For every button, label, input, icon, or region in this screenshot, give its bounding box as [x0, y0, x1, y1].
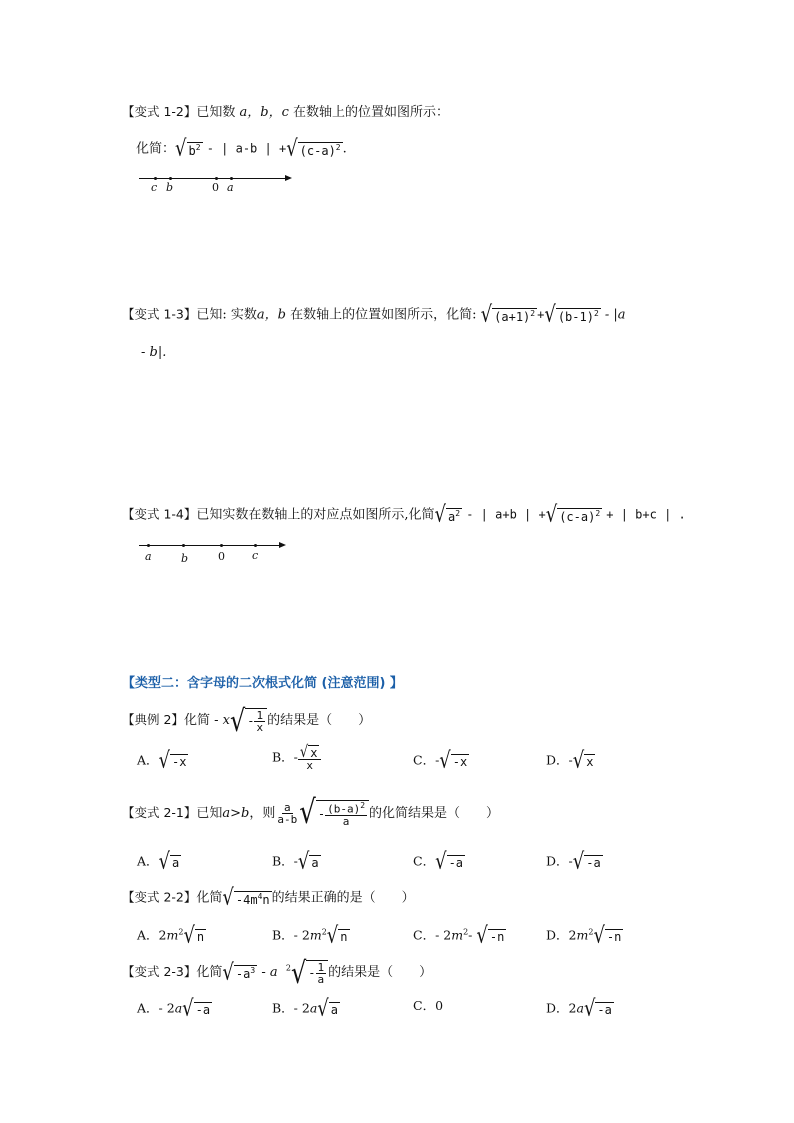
option-c[interactable]: C．- $2m^2-$ √ -n: [413, 922, 505, 949]
option-b[interactable]: B．- 2a√ a: [272, 995, 339, 1022]
sqrt-sign-icon: √: [572, 848, 585, 875]
sqrt-sign-icon: √: [175, 135, 187, 162]
q2-2-question: [122, 884, 415, 911]
sqrt-sign-icon: √: [544, 301, 556, 328]
q1-2-vars: a，b，c: [239, 105, 289, 120]
option-d[interactable]: D．$2m^2√$ -n: [546, 922, 622, 949]
sqrt-sign-icon: √: [480, 301, 493, 328]
q2-2-after: 的结果正确的是（ ）: [271, 890, 415, 906]
sqrt-sign-icon: √: [476, 922, 488, 949]
q2-2-radicand: $-4m^4n$: [235, 891, 270, 907]
q2-1-sqrt: [299, 794, 369, 833]
q2-1-tag: 【变式 2-1】: [122, 804, 197, 820]
sqrt-sign-icon: √: [434, 501, 447, 528]
q1-2-radicand-1: $b^2$: [188, 142, 201, 158]
option-d[interactable]: D．-√ -a: [546, 848, 601, 875]
q2-1-after: 的化简结果是（ ）: [369, 805, 500, 821]
q1-2-question: [122, 106, 449, 119]
q1-4-tag: 【变式 1-4】: [122, 506, 197, 522]
q1-3-text2: 在数轴上的位置如图所示，化简:: [290, 307, 477, 323]
sqrt-sign-icon: √: [593, 922, 605, 949]
q2-3-text: 化简: [196, 965, 223, 980]
sqrt-sign-icon: √: [182, 995, 194, 1022]
q1-4-question: [122, 501, 686, 528]
axis-label-0: 0: [212, 181, 219, 194]
q1-3-radicand-2: $(b-1)^2$: [557, 308, 599, 324]
option-b[interactable]: B．- $\frac{√ x}{x}$: [272, 745, 321, 771]
ex2-question: [122, 703, 372, 738]
option-a[interactable]: A．- 2a√ -a: [137, 995, 211, 1022]
option-a[interactable]: A．√ -x: [137, 747, 187, 774]
ex2-text: 化简 -: [183, 713, 223, 728]
sqrt-sign-icon: √: [299, 794, 316, 833]
section-heading: 【类型二：含字母的二次根式化简 (注意范围) 】: [122, 676, 403, 691]
sqrt-sign-icon: √: [229, 703, 246, 738]
axis-point-a: [230, 177, 233, 180]
q1-3-line2: - b|.: [141, 345, 167, 360]
sqrt-sign-icon: √: [158, 747, 171, 774]
sqrt-sign-icon: √: [290, 955, 307, 990]
option-c[interactable]: C．√ -a: [413, 848, 464, 875]
q1-4-sqrt-2: [545, 501, 602, 528]
sqrt-sign-icon: √: [572, 747, 585, 774]
option-c[interactable]: C．-√ -x: [413, 747, 468, 774]
q2-3-tag: 【变式 2-3】: [122, 964, 197, 979]
axis-label-b: b: [181, 552, 189, 565]
sqrt-sign-icon: √: [299, 742, 309, 762]
sqrt-sign-icon: √: [222, 958, 234, 985]
q2-1-radicand: - $\frac{(b-a)^2}{a}$: [316, 800, 369, 827]
q1-2-end: .: [342, 141, 347, 157]
q1-3-sqrt-2: [544, 301, 600, 328]
sqrt-sign-icon: √: [583, 995, 596, 1022]
q2-3-sup: 2: [285, 963, 291, 973]
axis-label-a: a: [145, 550, 152, 563]
option-a[interactable]: A．$2m^2√$ n: [137, 922, 205, 949]
q1-2-simplify: 化简：: [136, 141, 176, 157]
axis-label-a: a: [227, 181, 234, 194]
axis-point-b: [182, 544, 185, 547]
q1-4-mid: - | a+b | +: [466, 507, 546, 522]
q2-3-sqrt-2: [290, 955, 328, 990]
q1-3-tag: 【变式 1-3】: [122, 306, 197, 322]
q1-3-vars: a，b: [256, 307, 286, 323]
sqrt-sign-icon: √: [435, 848, 447, 875]
sqrt-sign-icon: √: [326, 922, 339, 949]
ex2-var: x: [222, 713, 230, 728]
q1-3-radicand-1: $(a+1)^2$: [494, 308, 536, 324]
q1-3-plus: +: [537, 307, 545, 322]
axis-point-0: [215, 177, 218, 180]
option-a[interactable]: A．√ a: [137, 848, 180, 875]
q1-2-expression: [136, 135, 347, 162]
q2-3-var: a: [269, 965, 278, 980]
q1-2-text: 已知数: [196, 105, 236, 120]
sqrt-sign-icon: √: [317, 995, 329, 1022]
sqrt-sign-icon: √: [545, 501, 558, 528]
q1-4-sqrt-1: [434, 501, 463, 528]
q2-3-sqrt-1: [222, 958, 257, 985]
sqrt-sign-icon: √: [439, 747, 451, 774]
q1-3-question: [122, 301, 626, 328]
ex2-sqrt: [229, 703, 267, 738]
arrow-right-icon: [279, 542, 286, 548]
option-c[interactable]: C．0: [413, 998, 444, 1013]
sqrt-sign-icon: √: [286, 135, 298, 162]
ex2-tag: 【典例 2】: [122, 712, 184, 727]
q1-4-text: 已知实数在数轴上的对应点如图所示,化简: [196, 507, 435, 523]
sqrt-sign-icon: √: [297, 848, 310, 875]
q1-3-text: 已知: 实数: [196, 307, 257, 323]
axis-point-b: [169, 177, 172, 180]
q2-2-text: 化简: [196, 890, 223, 906]
q2-3-radicand-2: - $\frac{1}{a}$: [306, 960, 328, 985]
q2-1-text: 已知: [196, 805, 223, 821]
q1-2-tag: 【变式 1-2】: [122, 104, 197, 119]
q1-3-sqrt-1: [480, 301, 537, 328]
axis-label-c: c: [252, 549, 259, 562]
ex2-after: 的结果是（ ）: [267, 713, 372, 728]
option-b[interactable]: B．-√ a: [272, 848, 319, 875]
q2-2-tag: 【变式 2-2】: [122, 889, 197, 905]
q1-4-end: + | b+c | .: [606, 507, 686, 522]
q1-4-radicand-1: $a^2$: [448, 508, 461, 524]
q2-2-sqrt: [222, 884, 271, 911]
axis-point-0: [220, 544, 223, 547]
option-d[interactable]: D．2a√ -a: [546, 995, 612, 1022]
option-d[interactable]: D．-√ x: [546, 747, 594, 774]
axis-point-a: [147, 544, 150, 547]
q2-3-mid: -: [261, 965, 270, 980]
axis-line: [139, 178, 286, 179]
sqrt-sign-icon: √: [222, 884, 234, 911]
arrow-right-icon: [285, 175, 292, 181]
axis-point-c: [154, 177, 157, 180]
q1-3-tail: - |a: [604, 307, 626, 323]
q1-4-radicand-2: $(c-a)^2$: [559, 508, 601, 524]
option-b[interactable]: B．- $2m^2√$ n: [272, 922, 348, 949]
q2-1-frac: $\frac{a}{a-b}$: [277, 800, 298, 826]
q2-3-after: 的结果是（ ）: [328, 965, 433, 980]
q2-3-question: [122, 955, 433, 990]
axis-label-c: c: [151, 181, 158, 194]
q1-2-mid: - | a-b | +: [206, 141, 287, 156]
q1-2-sqrt-1: [175, 135, 203, 162]
axis-point-c: [254, 544, 257, 547]
axis-line: [139, 545, 280, 546]
q1-2-radicand-2: $(c-a)^2$: [299, 142, 341, 158]
sqrt-sign-icon: √: [158, 848, 171, 875]
q1-2-sqrt-2: [286, 135, 342, 162]
q2-1-text2: ，则: [249, 805, 276, 821]
q2-3-radicand-1: $-a^3$: [235, 966, 256, 981]
axis-label-b: b: [166, 181, 174, 194]
q2-1-question: [122, 794, 500, 833]
sqrt-sign-icon: √: [183, 922, 195, 949]
q1-2-text2: 在数轴上的位置如图所示：: [293, 105, 450, 120]
q2-1-cond: a>b: [222, 805, 250, 821]
ex2-radicand: - $\frac{1}{x}$: [245, 708, 267, 733]
axis-label-0: 0: [218, 550, 225, 563]
